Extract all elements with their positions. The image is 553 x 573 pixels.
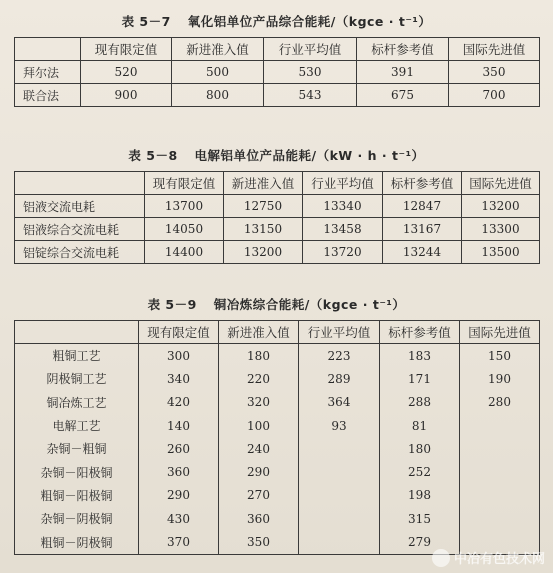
header-cell: 标杆参考值 [383,172,462,195]
table-cell [460,484,540,507]
table-title: 电解铝单位产品能耗/（kW · h · t⁻¹） [194,148,425,163]
table-cell [299,437,380,460]
table-cell: 370 [139,530,219,554]
row-label: 铝液综合交流电耗 [15,218,145,241]
table-title: 铜冶炼综合能耗/（kgce · t⁻¹） [213,297,406,312]
table-cell: 14400 [145,241,224,264]
header-cell: 现有限定值 [81,38,172,61]
table-cell: 220 [219,367,299,390]
table-cell [460,414,540,437]
watermark-text: 中冶有色技术网 [453,552,545,567]
header-cell [15,172,145,195]
table-cell: 520 [81,61,172,84]
table-row [15,344,540,368]
table-row [15,195,540,218]
row-label: 拜尔法 [15,61,81,84]
table-alumina-energy [14,37,540,107]
row-label: 粗铜－阳极铜 [15,484,139,507]
header-cell: 现有限定值 [145,172,224,195]
table-row [15,484,540,507]
header-cell [15,38,81,61]
header-cell: 国际先进值 [449,38,540,61]
table-cell: 364 [299,391,380,414]
table-row [15,84,540,107]
table-cell: 13700 [145,195,224,218]
table-cell: 13720 [303,241,383,264]
site-logo-icon [432,549,450,567]
row-label: 粗铜工艺 [15,344,139,368]
table-row [15,460,540,483]
table-header-row [15,321,540,344]
table-cell: 12847 [383,195,462,218]
table-cell: 100 [219,414,299,437]
row-label: 铝锭综合交流电耗 [15,241,145,264]
table-cell: 288 [380,391,460,414]
table-cell [299,507,380,530]
table-cell [460,460,540,483]
table-cell: 13167 [383,218,462,241]
table-row [15,391,540,414]
header-cell [15,321,139,344]
header-cell: 现有限定值 [139,321,219,344]
table-cell: 13244 [383,241,462,264]
row-label: 杂铜－阳极铜 [15,460,139,483]
table-cell: 315 [380,507,460,530]
table-cell: 260 [139,437,219,460]
site-watermark [432,548,545,567]
table-cell: 360 [219,507,299,530]
header-cell: 新进准入值 [224,172,303,195]
table-cell: 14050 [145,218,224,241]
table-cell: 12750 [224,195,303,218]
table-row [15,507,540,530]
table-cell: 183 [380,344,460,368]
table-number: 表 5－9 [147,297,197,312]
table-header-row [15,38,540,61]
table-cell [299,460,380,483]
table-cell: 289 [299,367,380,390]
table-cell: 340 [139,367,219,390]
header-cell: 行业平均值 [303,172,383,195]
table-cell: 360 [139,460,219,483]
table-cell: 270 [219,484,299,507]
header-cell: 国际先进值 [460,321,540,344]
table-cell [299,530,380,554]
table-5-7-caption [0,12,553,30]
header-cell: 标杆参考值 [380,321,460,344]
table-row [15,61,540,84]
row-label: 铝液交流电耗 [15,195,145,218]
table-cell: 290 [139,484,219,507]
table-number: 表 5－7 [121,14,171,29]
table-cell [460,437,540,460]
table-cell: 171 [380,367,460,390]
table-cell: 240 [219,437,299,460]
table-copper-smelting-energy [14,320,540,555]
table-cell: 93 [299,414,380,437]
table-cell: 150 [460,344,540,368]
table-cell: 13500 [462,241,540,264]
table-electrolytic-aluminum-energy [14,171,540,264]
row-label: 阴极铜工艺 [15,367,139,390]
row-label: 粗铜－阴极铜 [15,530,139,554]
table-cell: 223 [299,344,380,368]
table-row [15,367,540,390]
table-cell: 140 [139,414,219,437]
table-cell: 198 [380,484,460,507]
table-cell: 430 [139,507,219,530]
table-row [15,437,540,460]
table-row [15,218,540,241]
table-cell: 13200 [224,241,303,264]
table-cell: 190 [460,367,540,390]
table-cell: 279 [380,530,460,554]
table-cell [460,507,540,530]
table-cell: 900 [81,84,172,107]
table-header-row [15,172,540,195]
table-cell: 180 [380,437,460,460]
table-cell: 350 [449,61,540,84]
table-cell: 350 [219,530,299,554]
table-cell: 420 [139,391,219,414]
table-cell: 675 [357,84,449,107]
row-label: 电解工艺 [15,414,139,437]
row-label: 联合法 [15,84,81,107]
row-label: 杂铜－阴极铜 [15,507,139,530]
table-cell: 13300 [462,218,540,241]
table-cell: 13150 [224,218,303,241]
table-cell [299,484,380,507]
table-cell: 800 [172,84,264,107]
table-cell: 530 [264,61,357,84]
table-number: 表 5－8 [128,148,178,163]
table-cell: 252 [380,460,460,483]
row-label: 杂铜－粗铜 [15,437,139,460]
header-cell: 新进准入值 [219,321,299,344]
table-cell: 81 [380,414,460,437]
table-cell: 13458 [303,218,383,241]
table-title: 氧化铝单位产品综合能耗/（kgce · t⁻¹） [187,14,432,29]
table-cell: 700 [449,84,540,107]
table-cell: 391 [357,61,449,84]
table-cell: 180 [219,344,299,368]
table-cell: 543 [264,84,357,107]
header-cell: 国际先进值 [462,172,540,195]
table-cell: 13200 [462,195,540,218]
table-cell: 300 [139,344,219,368]
header-cell: 行业平均值 [264,38,357,61]
header-cell: 标杆参考值 [357,38,449,61]
table-row [15,241,540,264]
table-cell: 500 [172,61,264,84]
table-cell: 320 [219,391,299,414]
table-5-8-caption [0,146,553,164]
row-label: 铜冶炼工艺 [15,391,139,414]
table-5-9-caption [0,295,553,313]
header-cell: 行业平均值 [299,321,380,344]
table-cell: 13340 [303,195,383,218]
table-cell: 290 [219,460,299,483]
table-cell: 280 [460,391,540,414]
header-cell: 新进准入值 [172,38,264,61]
table-row [15,414,540,437]
